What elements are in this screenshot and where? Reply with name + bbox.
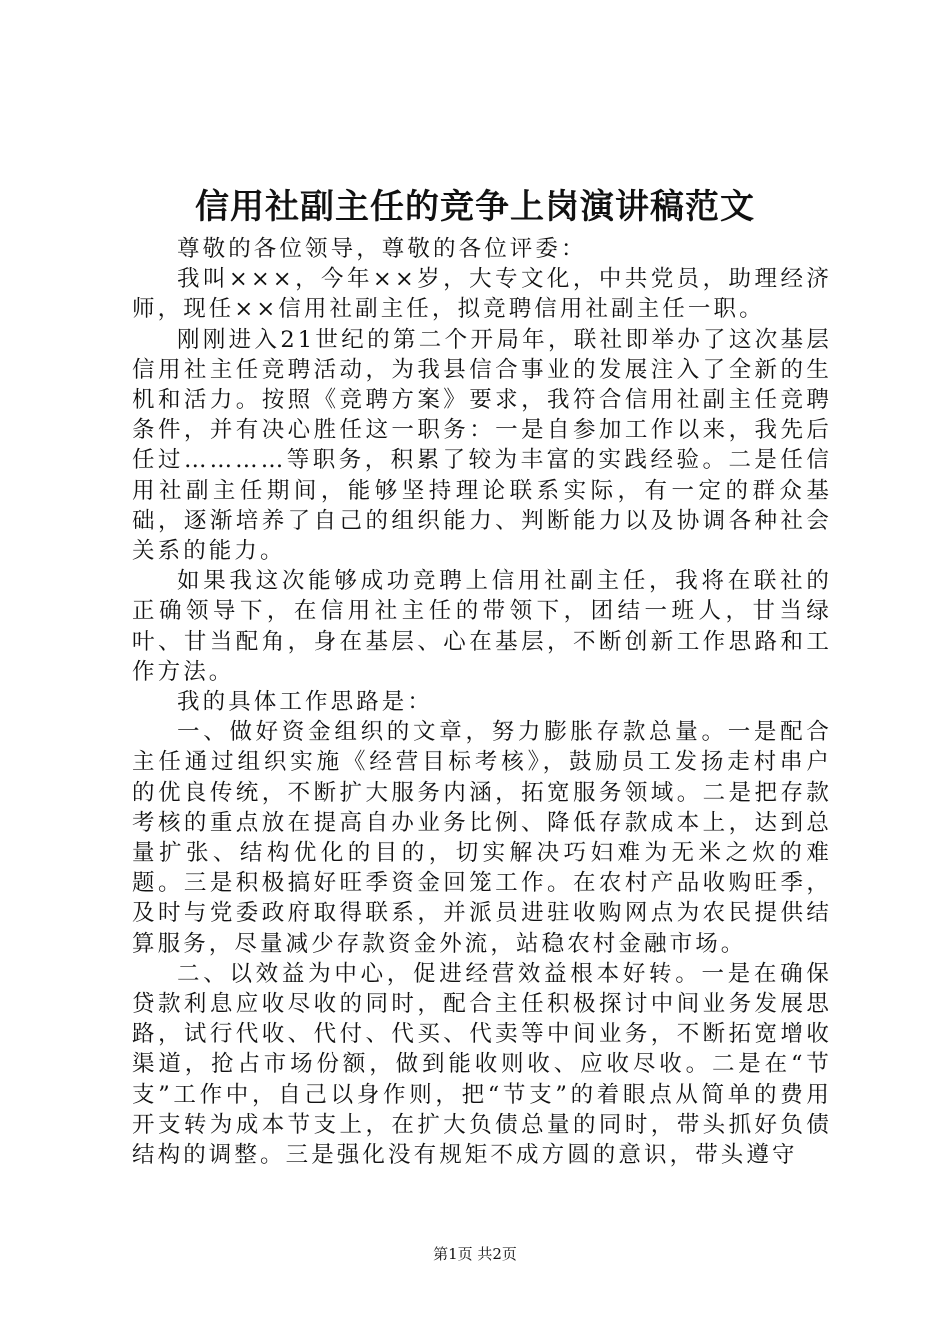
page-footer: 第1页 共2页 [433, 1245, 517, 1263]
paragraph-commitment: 如果我这次能够成功竞聘上信用社副主任，我将在联社的正确领导下，在信用社主任的带领下，团结一班人，甘当绿叶、甘当配角，身在基层、心在基层，不断创新工作思路和工作方法。 [132, 568, 832, 685]
document-title: 信用社副主任的竞争上岗演讲稿范文 [195, 187, 755, 227]
paragraph-salutation: 尊敬的各位领导，尊敬的各位评委： [177, 236, 587, 262]
document-body [132, 234, 832, 1170]
paragraph-qualifications: 刚刚进入21世纪的第二个开局年，联社即举办了这次基层信用社主任竞聘活动，为我县信合事业的发展注入了全新的生机和活力。按照《竞聘方案》要求，我符合信用社副主任竞聘条件，并有决心胜任这一职务：一是自参加工作以来，我先后任过…………等职务，积累了较为丰富的实践经验。二是任信用社副主任期间，能够坚持理论联系实际，有一定的群众基础，逐渐培养了自己的组织能力、判断能力以及协调各种社会关系的能力。 [132, 326, 832, 565]
paragraph-plan-item-2: 二、以效益为中心，促进经营效益根本好转。一是在确保贷款利息应收尽收的同时，配合主任积极探讨中间业务发展思路，试行代收、代付、代买、代卖等中间业务，不断拓宽增收渠道，抢占市场份额，做到能收则收、应收尽收。二是在“节支”工作中，自己以身作则，把“节支”的着眼点从简单的费用开支转为成本节支上，在扩大负债总量的同时，带头抓好负债结构的调整。三是强化没有规矩不成方圆的意识，带头遵守 [132, 960, 832, 1169]
paragraph-work-plan-heading: 我的具体工作思路是： [177, 689, 434, 716]
paragraph-introduction: 我叫×××，今年××岁，大专文化，中共党员，助理经济师，现任××信用社副主任，拟竞聘信用社副主任一职。 [132, 266, 832, 323]
paragraph-plan-item-1: 一、做好资金组织的文章，努力膨胀存款总量。一是配合主任通过组织实施《经营目标考核》，鼓励员工发扬走村串户的优良传统，不断扩大服务内涵，拓宽服务领域。二是把存款考核的重点放在提高自办业务比例、降低存款成本上，达到总量扩张、结构优化的目的，切实解决巧妇难为无米之炊的难题。三是积极搞好旺季资金回笼工作。在农村产品收购旺季，及时与党委政府取得联系，并派员进驻收购网点为农民提供结算服务，尽量减少存款资金外流，站稳农村金融市场。 [132, 719, 832, 957]
